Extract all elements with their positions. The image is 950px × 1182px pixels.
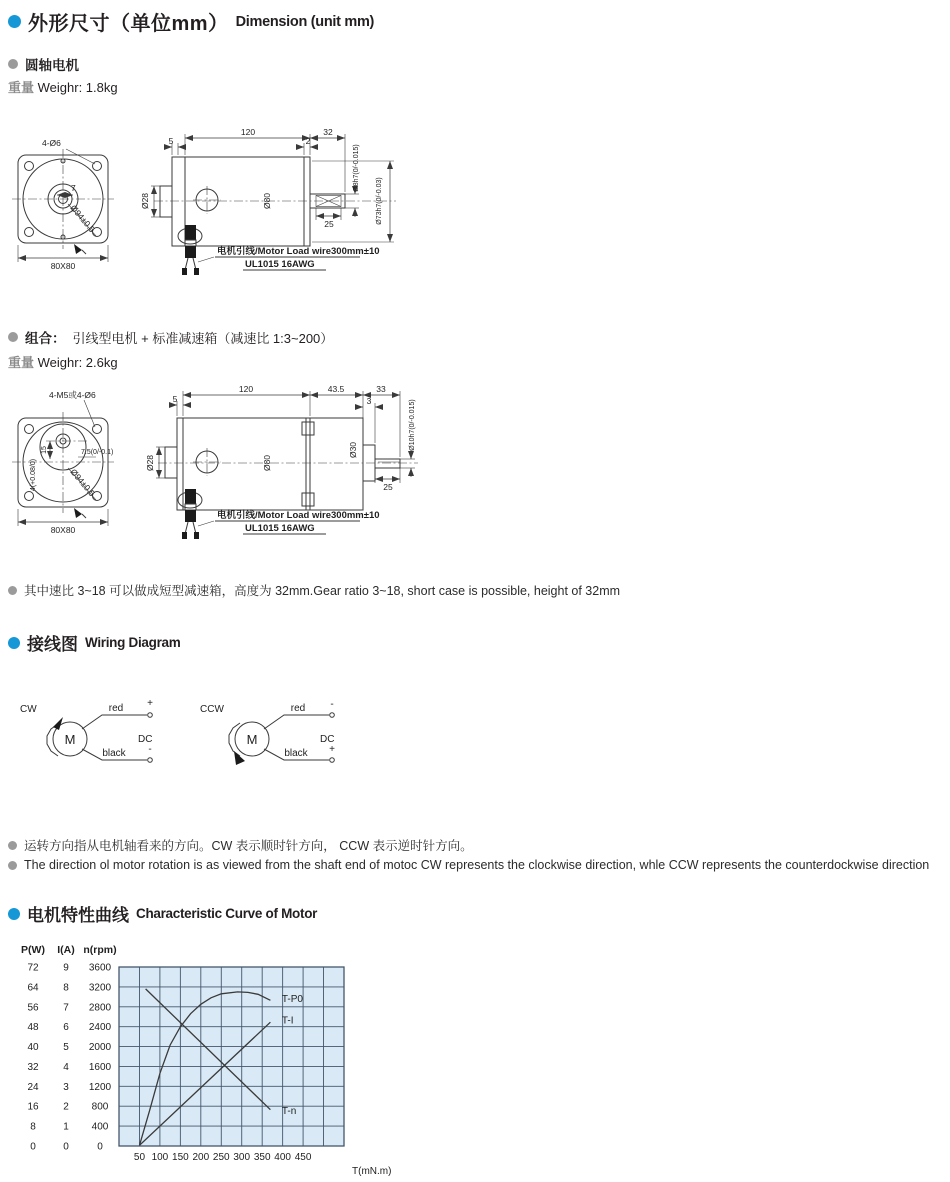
curve-heading-en: Characteristic Curve of Motor xyxy=(136,906,318,921)
blue-bullet-icon xyxy=(8,637,20,649)
svg-text:100: 100 xyxy=(151,1152,169,1163)
weight-line-2 xyxy=(8,352,118,371)
front-view-2 xyxy=(12,390,114,535)
gear-ratio-note xyxy=(8,581,620,599)
cw-black-wire-label: black xyxy=(102,748,126,759)
ccw-label: CCW xyxy=(200,704,224,715)
dim-rear-dia-1: Ø73h7(0/-0.03) xyxy=(376,177,383,225)
svg-text:56: 56 xyxy=(27,1002,39,1014)
combo-heading-rest: 引线型电机 + 标准减速箱（减速比 1:3~200） xyxy=(72,330,334,346)
page-title-zh: 外形尺寸（单位mm） xyxy=(28,13,229,35)
svg-text:3: 3 xyxy=(63,1081,69,1093)
svg-text:250: 250 xyxy=(212,1152,230,1163)
dim-pilot-1: Ø94±0.5 xyxy=(68,202,98,235)
dim-7-5: 7.5(0/-0.1) xyxy=(81,449,114,456)
dim-pilot-2: Ø94±0.5 xyxy=(68,466,98,499)
combo-heading xyxy=(8,327,333,347)
svg-text:T-P0: T-P0 xyxy=(281,993,303,1005)
svg-text:7: 7 xyxy=(63,1002,69,1014)
motor-symbol: M xyxy=(246,732,258,747)
dim-boss-dia-1: Ø28 xyxy=(140,192,150,210)
rotation-note-en xyxy=(8,858,929,872)
side-view-1 xyxy=(140,127,396,275)
dim-body-length-2: 120 xyxy=(238,384,254,394)
svg-text:200: 200 xyxy=(192,1152,210,1163)
svg-text:48: 48 xyxy=(27,1022,39,1034)
orientation-mark-icon xyxy=(74,244,82,254)
svg-text:0: 0 xyxy=(97,1141,103,1153)
wire-note-zh-1: 电机引线/Motor Load wire300mm±10 xyxy=(217,246,380,257)
svg-text:1200: 1200 xyxy=(88,1081,112,1093)
combo-heading-bold: 组合： xyxy=(25,331,66,346)
ccw-black-wire-label: black xyxy=(284,748,308,759)
round-shaft-motor-drawing xyxy=(8,126,468,296)
dim-shaft-dia-2: Ø10h7(0/-0.015) xyxy=(409,399,416,451)
weight-line-1 xyxy=(8,77,118,96)
dim-shaft-length-1: 32 xyxy=(323,127,333,137)
svg-text:300: 300 xyxy=(233,1152,251,1163)
wiring-ccw xyxy=(200,699,335,765)
svg-text:T-I: T-I xyxy=(281,1015,294,1027)
wiring-heading-zh: 接线图 xyxy=(27,635,78,654)
dim-flange-1: 5 xyxy=(168,136,174,146)
motor-symbol: M xyxy=(64,732,76,747)
svg-text:2000: 2000 xyxy=(88,1042,112,1054)
cw-minus-sign: - xyxy=(148,744,152,755)
wire-note-zh-2: 电机引线/Motor Load wire300mm±10 xyxy=(217,510,380,521)
round-shaft-heading xyxy=(8,54,79,74)
svg-text:T(mN.m): T(mN.m) xyxy=(352,1166,392,1177)
weight-value-1: Weighr: 1.8kg xyxy=(37,80,118,95)
svg-text:450: 450 xyxy=(294,1152,312,1163)
wiring-heading xyxy=(8,630,180,655)
weight-value-2: Weighr: 2.6kg xyxy=(37,355,118,370)
svg-text:400: 400 xyxy=(91,1121,109,1133)
dim-flat-length-1: 25 xyxy=(324,219,334,229)
ccw-red-wire-label: red xyxy=(290,703,306,714)
rotation-note-zh-text: 运转方向指从电机轴看来的方向。CW 表示顺时针方向， CCW 表示逆时针方向。 xyxy=(24,839,473,853)
curve-heading-zh: 电机特性曲线 xyxy=(27,906,129,925)
svg-text:150: 150 xyxy=(172,1152,189,1163)
dim-shaft-dia-1: Ø8h7(0/-0.015) xyxy=(353,144,360,192)
blue-bullet-icon xyxy=(8,908,20,920)
svg-text:1: 1 xyxy=(63,1121,69,1133)
ccw-dc-label: DC xyxy=(320,734,335,745)
dim-gear-length: 43.5 xyxy=(327,384,345,394)
cw-label: CW xyxy=(20,704,37,715)
svg-text:800: 800 xyxy=(91,1101,109,1113)
svg-text:64: 64 xyxy=(27,982,39,994)
svg-text:8: 8 xyxy=(30,1121,36,1133)
svg-text:P(W): P(W) xyxy=(21,944,45,956)
page-title xyxy=(8,7,374,36)
dim-front-holes-1: 4-Ø6 xyxy=(42,138,61,148)
gray-bullet-icon xyxy=(8,841,17,850)
gear-motor-drawing xyxy=(8,383,478,558)
dim-flat-length-2: 25 xyxy=(383,482,393,492)
gray-bullet-icon xyxy=(8,586,17,595)
svg-text:0: 0 xyxy=(30,1141,36,1153)
weight-label-2: 重量 xyxy=(8,355,35,370)
dim-body-dia-2: Ø80 xyxy=(262,454,272,472)
dim-shaft-length-2: 33 xyxy=(376,384,386,394)
dim-front-holes-2: 4-M5或4-Ø6 xyxy=(49,390,96,400)
svg-text:3600: 3600 xyxy=(88,962,112,974)
svg-text:n(rpm): n(rpm) xyxy=(83,944,117,956)
dim-body-length-1: 120 xyxy=(240,127,256,137)
wiring-cw xyxy=(20,698,153,762)
rotation-note-zh xyxy=(8,836,473,854)
weight-label-1: 重量 xyxy=(8,80,35,95)
svg-text:50: 50 xyxy=(133,1152,146,1163)
cw-red-wire-label: red xyxy=(108,703,124,714)
svg-text:16: 16 xyxy=(27,1101,39,1113)
cw-arrow-icon xyxy=(53,717,63,730)
wiring-diagram xyxy=(8,695,378,785)
dim-flange-2: 5 xyxy=(172,394,178,404)
svg-text:2400: 2400 xyxy=(88,1022,112,1034)
dim-square-2: 80X80 xyxy=(50,525,76,535)
svg-text:2: 2 xyxy=(63,1101,69,1113)
dim-step-1: 2 xyxy=(305,136,311,146)
rotation-note-en-text: The direction ol motor rotation is as viewed from the shaft end of motoc CW represents the clockwise direction, whle CCW represents the counterdockwise direction xyxy=(24,858,930,872)
dim-square-1: 80X80 xyxy=(50,261,76,271)
round-shaft-heading-text: 圆轴电机 xyxy=(25,58,79,73)
cw-dc-label: DC xyxy=(138,734,153,745)
svg-text:24: 24 xyxy=(27,1081,39,1093)
dim-boss-dia-2: Ø28 xyxy=(145,454,155,472)
characteristic-curve-plot xyxy=(8,938,478,1182)
lead-wire-1 xyxy=(178,225,214,275)
svg-text:400: 400 xyxy=(274,1152,291,1163)
wire-note-awg-1: UL1015 16AWG xyxy=(245,259,315,270)
svg-text:40: 40 xyxy=(27,1042,39,1054)
blue-bullet-icon xyxy=(8,15,21,28)
dim-15: 15 xyxy=(41,446,48,454)
svg-text:72: 72 xyxy=(27,962,39,974)
svg-text:4: 4 xyxy=(63,1061,69,1073)
wire-note-awg-2: UL1015 16AWG xyxy=(245,523,315,534)
dim-key-1: 7 xyxy=(71,183,76,193)
dim-out-boss-dia: Ø30 xyxy=(348,441,358,459)
orientation-mark-icon xyxy=(74,508,82,518)
cw-plus-sign: + xyxy=(147,698,153,709)
ccw-plus-sign: + xyxy=(329,744,335,755)
svg-text:5: 5 xyxy=(63,1042,69,1054)
side-view-2 xyxy=(145,384,418,539)
svg-text:2800: 2800 xyxy=(88,1002,112,1014)
dim-body-dia-1: Ø80 xyxy=(262,192,272,210)
gray-bullet-icon xyxy=(8,59,18,69)
gray-bullet-icon xyxy=(8,332,18,342)
svg-text:I(A): I(A) xyxy=(57,944,75,956)
gray-bullet-icon xyxy=(8,861,17,870)
svg-text:6: 6 xyxy=(63,1022,69,1034)
svg-text:T-n: T-n xyxy=(281,1106,297,1118)
page-title-en: Dimension (unit mm) xyxy=(235,13,375,30)
svg-text:3200: 3200 xyxy=(88,982,112,994)
dim-step-2: 3 xyxy=(366,396,372,406)
dim-4: 4(+0.08/0) xyxy=(30,458,37,492)
svg-text:0: 0 xyxy=(63,1141,69,1153)
front-view-1 xyxy=(12,138,114,271)
curve-heading xyxy=(8,901,317,926)
svg-text:32: 32 xyxy=(27,1061,39,1073)
svg-text:8: 8 xyxy=(63,982,69,994)
svg-text:1600: 1600 xyxy=(88,1061,112,1073)
wiring-heading-en: Wiring Diagram xyxy=(85,635,181,650)
ccw-minus-sign: - xyxy=(330,699,334,710)
svg-text:9: 9 xyxy=(63,962,69,974)
gear-ratio-note-text: 其中速比 3~18 可以做成短型减速箱，高度为 32mm.Gear ratio 3~18, short case is possible, height of 32mm xyxy=(24,584,621,598)
svg-text:350: 350 xyxy=(253,1152,271,1163)
